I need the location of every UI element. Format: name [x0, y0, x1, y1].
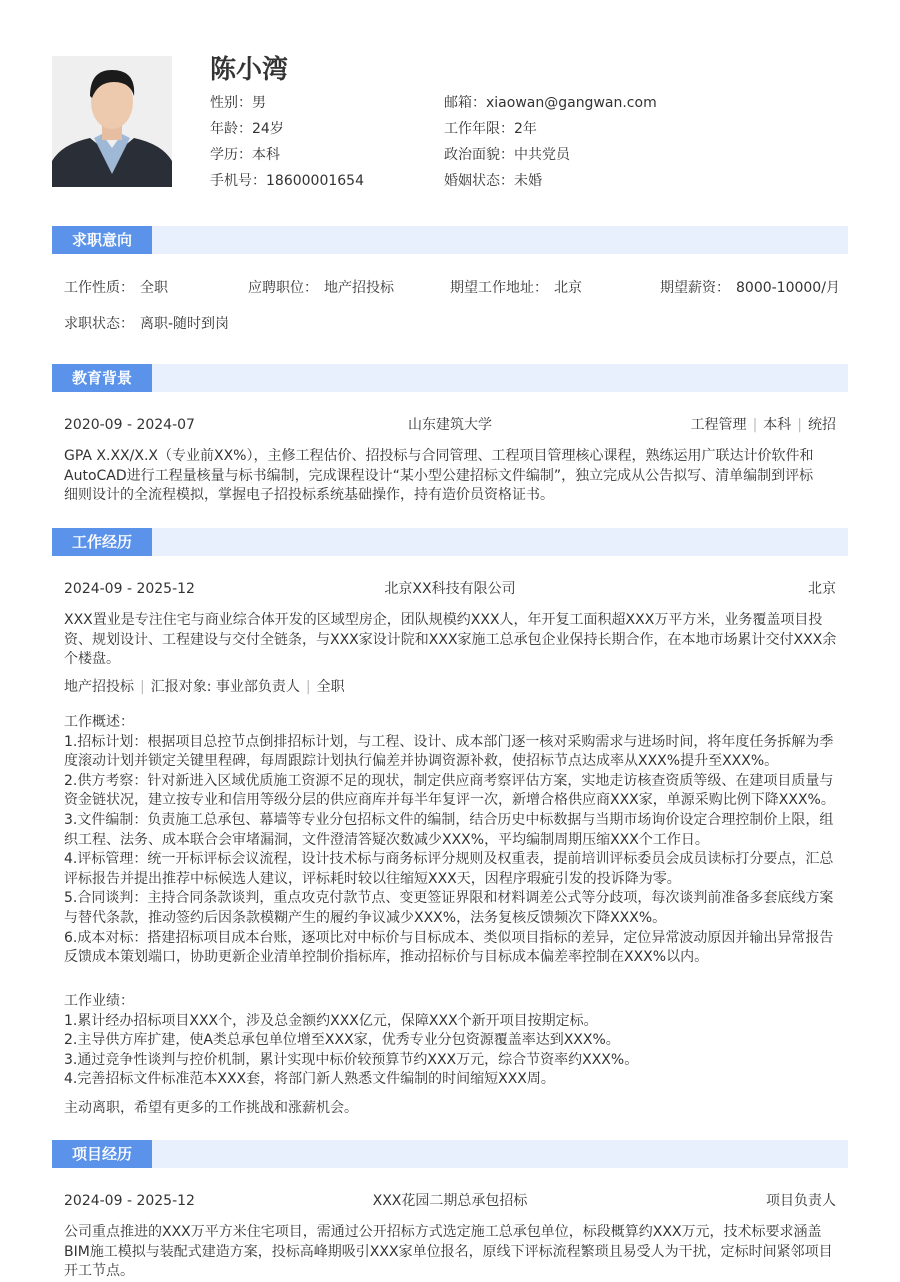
work-company: 北京XX科技有限公司: [384, 581, 516, 597]
text-line: 1.招标计划：根据项目总控节点倒排招标计划，与工程、设计、成本部门逐一核对采购需求与进场时间，将年度任务拆解为季: [64, 733, 834, 750]
text-line: GPA X.XX/X.X（专业前XX%），主修工程估价、招投标与合同管理、工程项目管理核心课程，熟练运用广联达计价软件和: [64, 448, 814, 464]
work-results: [64, 992, 840, 1090]
section-education: [52, 364, 848, 392]
info-label: 年龄：: [210, 121, 252, 137]
intent-item-status: [64, 315, 229, 333]
intent-label: 求职状态：: [64, 316, 134, 332]
info-experience-years: [444, 120, 537, 138]
info-gender: [210, 94, 266, 112]
text-line: BIM施工模拟与装配式建造方案，投标高峰期吸引XXX家单位报名，原线下评标流程繁琐且易受人为干扰，定标时间紧邻项目: [64, 1243, 833, 1260]
info-label: 婚姻状态：: [444, 173, 514, 189]
project-description: [64, 1223, 840, 1282]
intent-item-salary: [660, 279, 840, 297]
section-title: 项目经历: [52, 1140, 152, 1168]
divider: |: [305, 679, 311, 695]
info-value: 本科: [252, 147, 280, 163]
info-value: 24岁: [252, 121, 284, 137]
divider: |: [752, 417, 758, 433]
info-education: [210, 146, 280, 164]
intent-item-type: [64, 279, 168, 297]
text-line: 细则设计的全流程模拟，掌握电子招投标系统基础操作，持有造价员资格证书。: [64, 487, 554, 504]
info-value: 18600001654: [266, 173, 364, 189]
text-line: 5.合同谈判：主持合同条款谈判，重点攻克付款节点、变更签证界限和材料调差公式等分歧项，每次谈判前准备多套底线方案: [64, 890, 834, 907]
project-name: XXX花园二期总承包招标: [372, 1193, 528, 1209]
intent-value: 8000-10000/月: [736, 280, 840, 296]
section-title: 教育背景: [52, 364, 152, 392]
work-role: 地产招投标: [64, 679, 134, 695]
info-label: 手机号：: [210, 173, 266, 189]
info-label: 学历：: [210, 147, 252, 163]
education-details: [691, 416, 836, 434]
text-line: 3.通过竞争性谈判与控价机制，累计实现中标价较预算节约XXX万元，综合节资率约XXX%。: [64, 1051, 639, 1068]
info-value: 中共党员: [514, 147, 570, 163]
work-period: 2024-09 - 2025-12: [64, 581, 195, 597]
info-age: [210, 120, 284, 138]
text-line: 4.评标管理：统一开标评标会议流程，设计技术标与商务标评分规则及权重表，提前培训评标委员会成员读标打分要点，汇总: [64, 851, 834, 868]
info-marital-status: [444, 172, 542, 190]
section-intent: [52, 226, 848, 254]
education-school: 山东建筑大学: [408, 417, 492, 433]
text-line: 2.供方考察：针对新进入区域优质施工资源不足的现状，制定供应商考察评估方案，实地走访核查资质等级、在建项目质量与: [64, 772, 834, 789]
section-title: 求职意向: [52, 226, 152, 254]
info-label: 邮箱：: [444, 95, 486, 111]
project-period: 2024-09 - 2025-12: [64, 1193, 195, 1209]
work-city: 北京: [808, 581, 836, 597]
work-job-type: 全职: [316, 679, 345, 695]
education-period: 2020-09 - 2024-07: [64, 417, 195, 433]
divider: |: [140, 679, 145, 695]
info-phone: [210, 172, 364, 190]
text-line: 资金链状况，建立按专业和信用等级分层的供应商库并每半年复评一次，新增合格供应商XXX家，单源采购比例下降XXX%。: [64, 792, 835, 809]
overview-title: 工作概述：: [64, 714, 134, 730]
text-line: 度滚动计划并锁定关键里程碑，每周跟踪计划执行偏差并协调资源补救，使招标节点达成率从XXX%提升至XXX%。: [64, 753, 779, 770]
info-email: [444, 94, 657, 112]
avatar: [52, 56, 172, 187]
work-meta: [64, 678, 345, 696]
info-political-status: [444, 146, 570, 164]
text-line: 评标报告并提出推荐中标候选人建议，评标耗时较以往缩短XXX天，因程序瑕疵引发的投诉降为零。: [64, 870, 681, 887]
text-line: XXX置业是专注住宅与商业综合体开发的区域型房企，团队规模约XXX人，年开复工面积超XXX万平方米，业务覆盖项目投: [64, 612, 823, 628]
work-leave-reason: 主动离职，希望有更多的工作挑战和涨薪机会。: [64, 1100, 358, 1116]
text-line: 织工程、法务、成本联合会审堵漏洞，文件澄清答疑次数减少XXX%，平均编制周期压缩XXX个工作日。: [64, 831, 709, 848]
intent-value: 地产招投标: [324, 280, 394, 296]
intent-label: 工作性质：: [64, 280, 134, 296]
text-line: 1.累计经办招标项目XXX个，涉及总金额约XXX亿元，保障XXX个新开项目按期定标。: [64, 1012, 598, 1029]
info-label: 性别：: [210, 95, 252, 111]
intent-value: 离职-随时到岗: [140, 316, 230, 332]
results-title: 工作业绩：: [64, 993, 134, 1009]
section-project: [52, 1140, 848, 1168]
text-line: 与替代条款，推动签约后因条款模糊产生的履约争议减少XXX%，法务复核反馈频次下降XXX%。: [64, 909, 667, 926]
text-line: 6.成本对标：搭建招标项目成本台账，逐项比对中标价与目标成本、类似项目指标的差异，定位异常波动原因并输出异常报告: [64, 929, 834, 946]
education-major: 工程管理: [690, 417, 747, 433]
intent-value: 全职: [140, 280, 168, 296]
education-degree: 本科: [763, 417, 792, 433]
info-value: xiaowan@gangwan.com: [486, 95, 657, 111]
info-value: 2年: [514, 121, 537, 137]
info-value: 未婚: [514, 173, 542, 189]
info-value: 男: [252, 95, 266, 111]
candidate-name: 陈小湾: [210, 55, 289, 85]
work-company-intro: [64, 611, 840, 670]
text-line: 资、规划设计、工程建设与交付全链条，与XXX家设计院和XXX家施工总承包企业保持长期合作，在本地市场累计交付XXX余: [64, 631, 837, 648]
work-overview: [64, 713, 840, 968]
intent-item-location: [450, 279, 582, 297]
profile-photo: [52, 56, 172, 187]
education-type: 统招: [808, 417, 836, 433]
intent-item-position: [248, 279, 394, 297]
intent-value: 北京: [554, 280, 582, 296]
divider: |: [797, 417, 802, 433]
text-line: 反馈成本策划端口，协助更新企业清单控制价指标库，推动招标价与目标成本偏差率控制在XXX%以内。: [64, 949, 709, 966]
project-role: 项目负责人: [766, 1193, 836, 1209]
text-line: AutoCAD进行工程量核量与标书编制，完成课程设计“某小型公建招标文件编制”，独立完成从公告拟写、清单编制到评标: [64, 467, 814, 484]
text-line: 公司重点推进的XXX万平方米住宅项目，需通过公开招标方式选定施工总承包单位，标段概算约XXX万元，技术标要求涵盖: [64, 1224, 822, 1240]
text-line: 个楼盘。: [64, 651, 120, 668]
section-work: [52, 528, 848, 556]
intent-label: 期望工作地址：: [450, 280, 548, 296]
section-title: 工作经历: [52, 528, 152, 556]
text-line: 4.完善招标文件标准范本XXX套，将部门新人熟悉文件编制的时间缩短XXX周。: [64, 1071, 555, 1088]
info-label: 政治面貌：: [444, 147, 514, 163]
work-report-to: 汇报对象: 事业部负责人: [150, 679, 300, 695]
intent-label: 期望薪资：: [660, 280, 730, 296]
education-description: [64, 447, 840, 506]
text-line: 3.文件编制：负责施工总承包、幕墙等专业分包招标文件的编制，结合历史中标数据与当期市场询价设定合理控制价上限，组: [64, 811, 834, 828]
text-line: 开工节点。: [64, 1263, 134, 1280]
info-label: 工作年限：: [444, 121, 514, 137]
text-line: 2.主导供方库扩建，使A类总承包单位增至XXX家，优秀专业分包资源覆盖率达到XXX%。: [64, 1032, 620, 1049]
intent-label: 应聘职位：: [248, 280, 318, 296]
